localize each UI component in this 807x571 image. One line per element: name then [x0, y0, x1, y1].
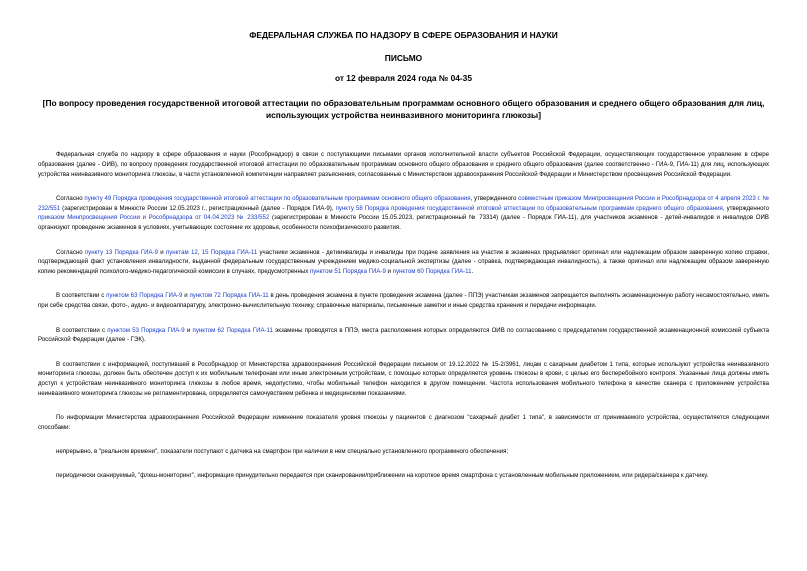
link-gia9-point-63[interactable]: пунктом 63 Порядка ГИА-9 [106, 292, 183, 300]
text-span: и [184, 326, 193, 334]
text-span: и [385, 268, 393, 276]
text-span: , [197, 248, 202, 256]
paragraph-method-realtime: непрерывно, в "реальном времени", показатели поступают с датчика на смартфон при наличии в нем специально установленного программного обеспечения; [56, 447, 509, 455]
paragraph-method-flash: периодически сканируемый, "флеш-мониторинг", информация принудительно передается при сканировании/приближении на короткое время смартфона с установленным мобильным приложением, или ридера/сканера к датчику. [56, 471, 709, 479]
link-gia9-point-53[interactable]: пунктом 53 Порядка ГИА-9 [107, 326, 185, 334]
text-span: участники экзаменов - детиинвалиды и инвалиды при подаче заявления на участие в экзаменах предъявляют оригинал или надлежащим образом заверенную копию справки, подтверждающей факт установления инвалидности, выданной федеральным государственным учреждением медико-социальной экспертизы (далее - справка, подтверждающая инвалидность), а также оригинал или надлежащим образом заверенную копию рекомендаций психолого-медико-педагогической комиссии в случаях, предусмотренных [38, 248, 770, 276]
link-gia11-point-58[interactable]: пункту 58 Порядка проведения государственной итоговой аттестации по образовательным программам среднего общего образования [335, 204, 723, 212]
text-span: и [182, 292, 190, 300]
link-gia9-point-51[interactable]: пунктом 51 Порядка ГИА-9 [309, 268, 386, 276]
text-span: , утвержденного [722, 204, 769, 212]
text-span: в день проведения экзамена в пункте проведения экзамена (далее - ППЭ) участникам экзаменов запрещается выполнять экзаменационную работу несамостоятельно, иметь при себе средства связи, фото-, аудио- и видеоаппаратуру, электронно-вычислительную технику, справочные материалы, письменные заметки и иные средства хранения и передачи информации. [38, 292, 769, 310]
link-gia9-point-49[interactable]: пункту 49 Порядка проведения государственной итоговой аттестации по образовательным программам основного общего образования [84, 194, 471, 202]
document-type: ПИСЬМО [384, 53, 423, 63]
link-gia11-point-72[interactable]: пунктом 72 Порядка ГИА-11 [189, 292, 269, 300]
text-span: (зарегистрирован в Минюсте России 15.05.2023, регистрационный № 73314) (далее - Порядок ГИА-11), для участников экзаменов - детей-инвалидов и инвалидов ОИВ организуют проведение экзаменов в условиях, учитывающих состояние их здоровья, особенности психофизического развития. [38, 214, 769, 232]
agency-name: ФЕДЕРАЛЬНАЯ СЛУЖБА ПО НАДЗОРУ В СФЕРЕ ОБРАЗОВАНИЯ И НАУКИ [249, 30, 558, 40]
text-span: и [158, 248, 166, 256]
text-span: , утвержденного [470, 194, 519, 202]
link-gia11-point-60[interactable]: пунктом 60 Порядка ГИА-11 [392, 268, 472, 276]
link-joint-order-232-551[interactable]: совместным приказом Минпросвещения России и Рособрнадзора от 4 апреля 2023 г. № 232/551 [38, 194, 769, 212]
text-span: В соответствии с [56, 292, 107, 300]
document-body [38, 150, 769, 481]
text-span: (зарегистрирован в Минюсте России 12.05.2023 г., регистрационный (далее - Порядок ГИА-9), [60, 204, 336, 212]
paragraph-documents [38, 248, 769, 277]
text-span: . [471, 268, 474, 276]
text-span: Согласно [56, 248, 85, 256]
document-date-number: от 12 февраля 2024 года № 04-35 [334, 73, 473, 83]
text-span: Согласно [56, 194, 85, 202]
paragraph-glucose-methods: По информации Министерства здравоохранения Российской Федерации изменение показателя уровня глюкозы у пациентов с диагнозом "сахарный диабет 1 типа", в зависимости от принимаемого устройства, осуществляется следующими способами: [38, 414, 769, 432]
link-gia11-point-15[interactable]: 15 Порядка ГИА-11 [201, 248, 258, 256]
paragraph-ministry-info: В соответствии с информацией, поступившей в Рособрнадзор от Министерства здравоохранения Российской Федерации письмом от 19.12.2022 № 15-2/3961, лицам с сахарным диабетом 1 типа, которые используют устройства неинвазивного мониторинга глюкозы, должен быть обеспечен доступ к их мобильным телефонам или иным электронным устройствам, с помощью которых определяется уровень глюкозы в крови, с целью его бесперебойного контроля. Указанные лица должны иметь доступ к устройствам неинвазивного мониторинга глюкозы в любое время, недопустимо, чтобы мобильный телефон находился в другом помещении. Частота использования мобильного телефона в качестве сканера с приложением устройства неинвазивного мониторинга глюкозы не регламентирована, определяется самочувствием ребенка и медицинскими показаниями. [38, 360, 769, 398]
paragraph-conditions [38, 194, 769, 233]
paragraph-intro: Федеральная служба по надзору в сфере образования и науки (Рособрнадзор) в связи с поступающими письмами органов исполнительной власти субъектов Российской Федерации, осуществляющих государственное управление в сфере образования (далее - ОИВ), по вопросу проведения государственной итоговой аттестации по образовательным программам основного общего образования и среднего общего образования (далее соответственно - ГИА-9, ГИА-11) для лиц, использующих устройства неинвазивного мониторинга глюкозы, в части установленной компетенции направляет разъяснения, согласованные с Министерством здравоохранения Российской Федерации и Министерством просвещения Российской Федерации. [38, 151, 769, 178]
link-gia11-point-12[interactable]: пунктам 12 [165, 248, 198, 256]
document-subject: [По вопросу проведения государственной итоговой аттестации по образовательным программам основного общего образования и среднего общего образования для лиц, использующих устройства неинвазивного мониторинга глюкозы] [42, 98, 765, 120]
link-gia9-point-13[interactable]: пункту 13 Порядка ГИА-9 [84, 248, 159, 256]
paragraph-exam-locations [38, 326, 769, 346]
text-span: В соответствии с [56, 326, 108, 334]
paragraph-prohibitions [38, 291, 769, 311]
text-span: экзамены проводятся в ППЭ, места расположения которых определяются ОИВ по согласованию с председателем государственной экзаменационной комиссией субъекта Российской Федерации (далее - ГЭК). [38, 326, 770, 344]
link-order-233-552[interactable]: приказом Минпросвещения России и Рособрнадзора от 04.04.2023 № 233/552 [38, 214, 270, 222]
link-gia11-point-62[interactable]: пунктом 62 Порядка ГИА-11 [192, 326, 273, 334]
